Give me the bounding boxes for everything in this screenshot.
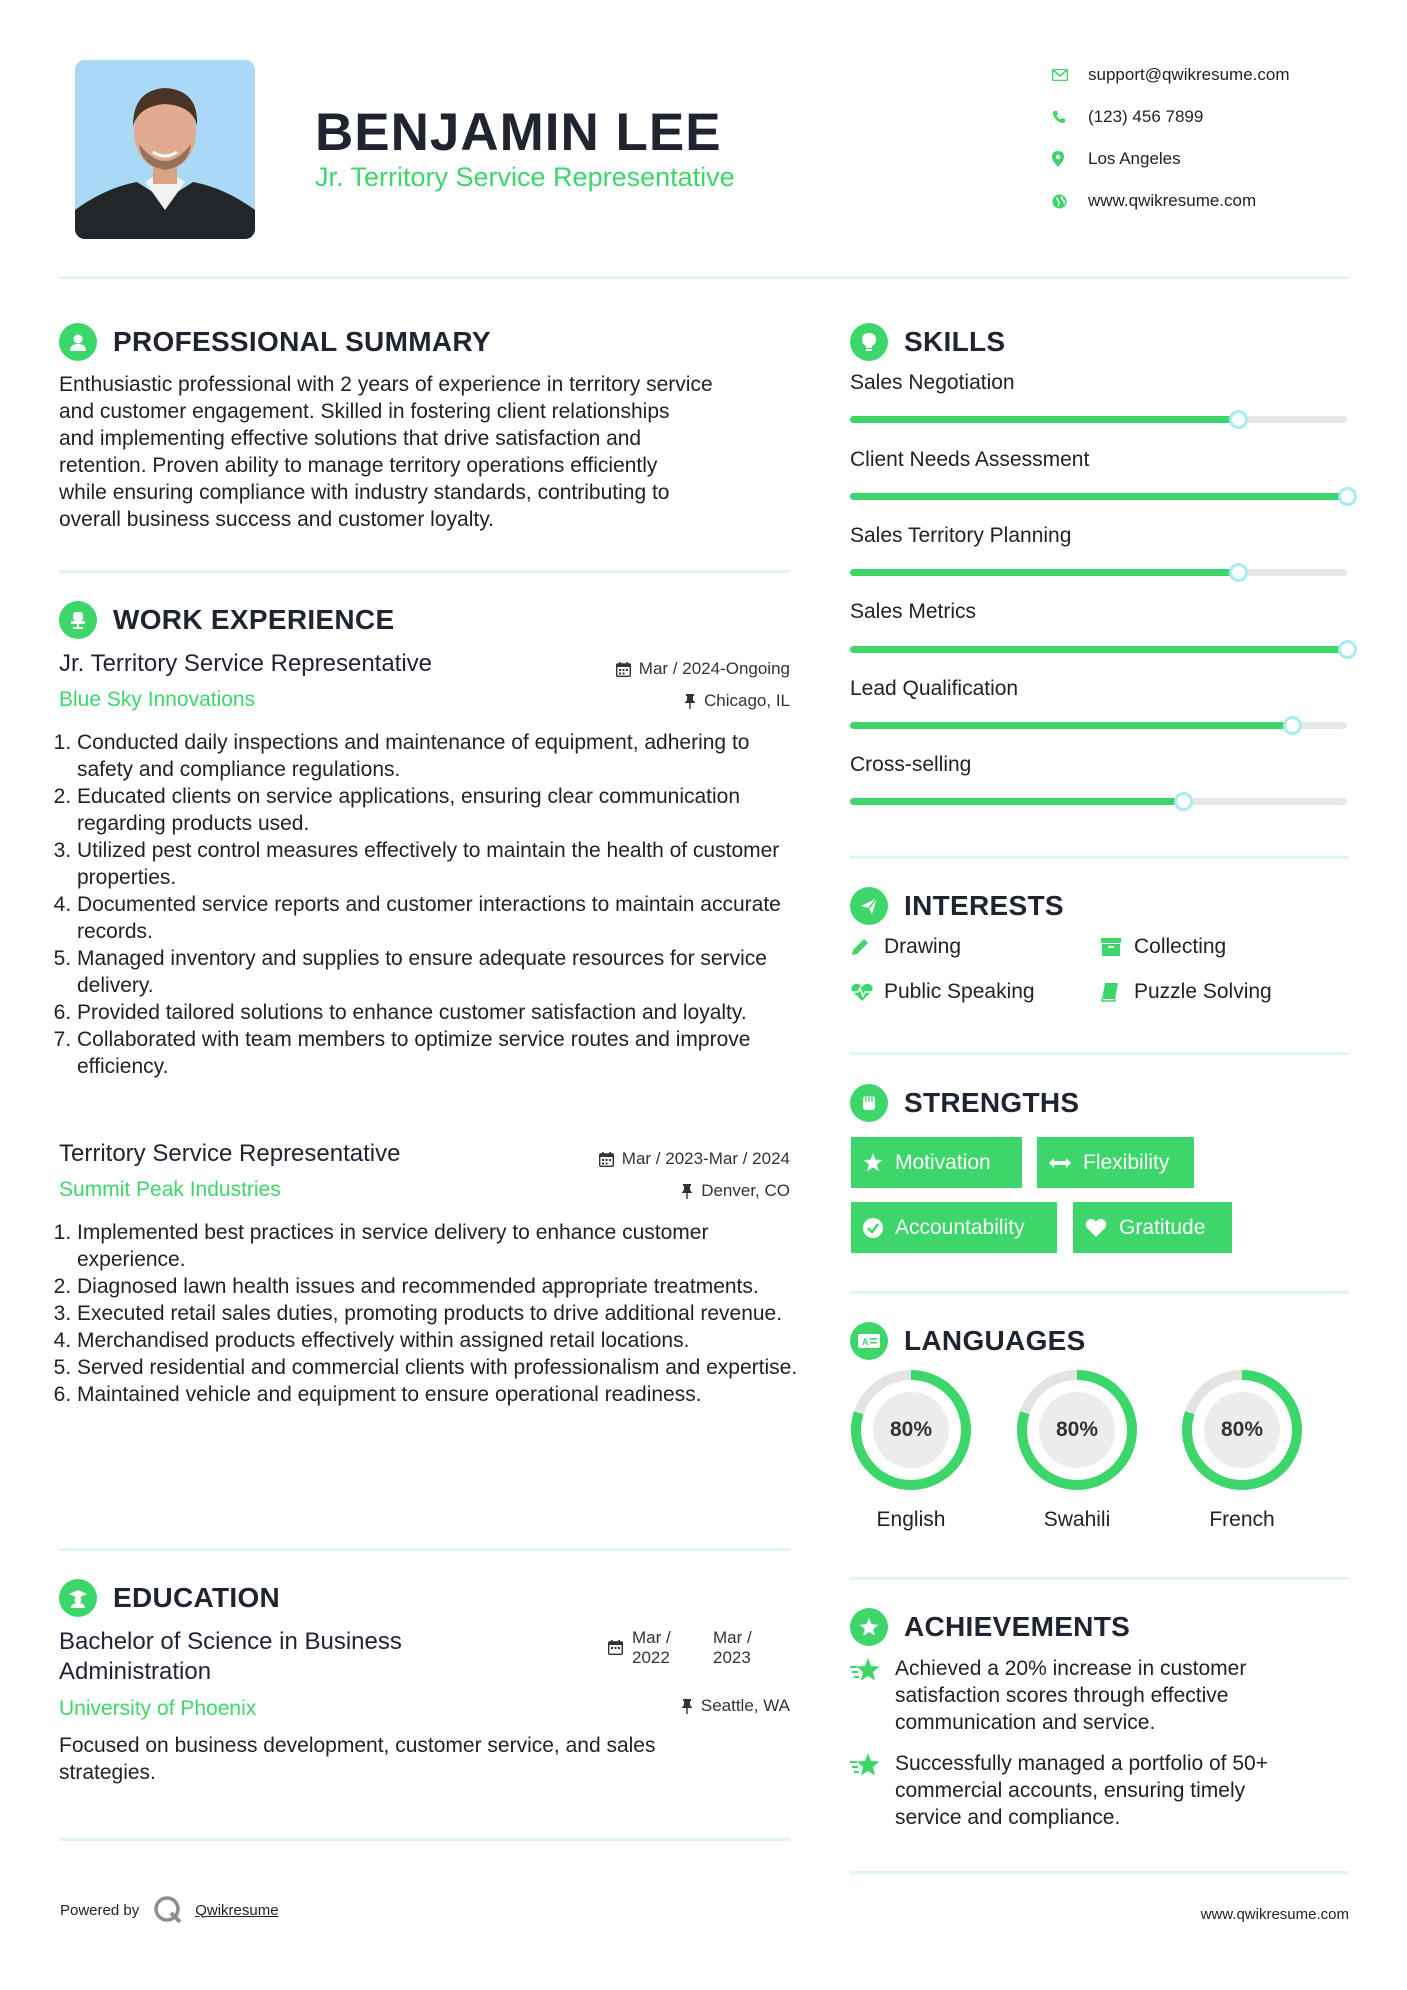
strengths-section-header (850, 1084, 1079, 1122)
skill-bar (850, 493, 1347, 500)
lightbulb-icon (850, 323, 888, 361)
summary-line: and implementing effective solutions that drive satisfaction and (59, 427, 642, 450)
achievements-section-header (850, 1608, 1130, 1646)
briefcase-chair-icon (59, 601, 97, 639)
achievement-line: communication and service. (895, 1711, 1156, 1734)
strength-badge (1037, 1137, 1194, 1188)
education-title: EDUCATION (113, 1582, 281, 1613)
star-icon (863, 1153, 883, 1172)
interest-label: Puzzle Solving (1134, 980, 1272, 1003)
pushpin-icon (684, 694, 696, 709)
globe-icon (1052, 194, 1088, 209)
strength-label: Flexibility (1083, 1150, 1170, 1174)
achievement-line: service and compliance. (895, 1806, 1121, 1829)
contact-email[interactable] (1052, 54, 1352, 96)
skill-bar (850, 722, 1347, 729)
strengths-divider (850, 1291, 1349, 1294)
pencil-icon (850, 937, 884, 957)
education-description (59, 1732, 799, 1786)
work-title: WORK EXPERIENCE (113, 604, 395, 635)
language-percent: 80% (1039, 1392, 1115, 1468)
edu-end-month: Mar / (713, 1628, 752, 1647)
school-name: University of Phoenix (59, 1697, 257, 1720)
interest-puzzle-solving (1100, 980, 1272, 1004)
header-divider (59, 276, 1349, 279)
skill-bar (850, 569, 1347, 576)
achievement-line: satisfaction scores through effective (895, 1684, 1229, 1707)
calendar-icon (608, 1640, 623, 1655)
graduate-icon (59, 1579, 97, 1617)
archive-box-icon (1100, 937, 1134, 957)
skill-bar-knob (1174, 792, 1193, 811)
phone-text: (123) 456 7899 (1088, 107, 1204, 126)
skill-name: Sales Negotiation (850, 371, 1015, 394)
education-divider (59, 1838, 790, 1841)
candidate-name: BENJAMIN LEE (315, 103, 722, 162)
summary-line: and customer engagement. Skilled in fostering client relationships (59, 400, 670, 423)
website-text: www.qwikresume.com (1088, 191, 1257, 210)
list-item: 5. Served residential and commercial clients with professionalism and expertise. (77, 1354, 799, 1381)
interest-public-speaking (850, 980, 1035, 1004)
list-item: 7. Collaborated with team members to optimize service routes and improve efficiency. (77, 1026, 799, 1080)
edu-end-year: 2023 (713, 1648, 751, 1667)
job-company: Summit Peak Industries (59, 1178, 281, 1201)
edu-desc-line: Focused on business development, customer service, and sales (59, 1734, 656, 1757)
star-icon (850, 1750, 895, 1831)
skills-section-header (850, 323, 1005, 361)
check-circle-icon (863, 1218, 883, 1238)
phone-icon (1052, 110, 1088, 124)
heart-icon (1085, 1218, 1107, 1237)
strength-label: Gratitude (1119, 1215, 1206, 1239)
list-item: 3. Utilized pest control measures effectively to maintain the health of customer properties. (77, 837, 799, 891)
strengths-title: STRENGTHS (904, 1087, 1080, 1118)
achievements-title: ACHIEVEMENTS (904, 1611, 1131, 1642)
language-item (850, 1369, 972, 1532)
calendar-icon (616, 662, 631, 677)
job-location-text: Chicago, IL (704, 691, 790, 710)
job-dates-text: Mar / 2024-Ongoing (638, 659, 790, 678)
language-percent: 80% (1204, 1392, 1280, 1468)
language-card-icon (850, 1322, 888, 1360)
arrows-horizontal-icon (1049, 1157, 1071, 1169)
skill-bar-fill (850, 416, 1238, 423)
summary-text (59, 371, 799, 533)
strength-badge (851, 1202, 1057, 1253)
profile-photo (75, 60, 255, 239)
language-ring (1016, 1369, 1138, 1491)
job-dates (540, 1149, 790, 1169)
strength-badge (1073, 1202, 1232, 1253)
language-ring (850, 1369, 972, 1491)
interest-label: Drawing (884, 935, 962, 958)
calendar-icon (599, 1152, 614, 1167)
skills-divider (850, 856, 1349, 859)
job-title: Jr. Territory Service Representative (59, 650, 433, 677)
achievement-item (850, 1750, 1349, 1831)
skill-name: Lead Qualification (850, 677, 1019, 700)
skill-name: Sales Metrics (850, 600, 977, 623)
skills-title: SKILLS (904, 326, 1006, 357)
list-item: 4. Documented service reports and customer interactions to maintain accurate records. (77, 891, 799, 945)
fist-icon (850, 1084, 888, 1122)
skill-name: Client Needs Assessment (850, 448, 1090, 471)
list-item: 2. Diagnosed lawn health issues and recommended appropriate treatments. (77, 1273, 799, 1300)
heartbeat-icon (850, 982, 884, 1002)
list-item: 1. Conducted daily inspections and maintenance of equipment, adhering to safety and compliance regulations. (77, 729, 799, 783)
interest-drawing (850, 935, 961, 959)
skill-bar-knob (1229, 563, 1248, 582)
skill-bar-knob (1338, 640, 1357, 659)
interest-label: Public Speaking (884, 980, 1035, 1003)
skill-bar-knob (1338, 487, 1357, 506)
degree-line: Bachelor of Science in Business (59, 1628, 402, 1655)
language-item (1181, 1369, 1303, 1532)
email-text: support@qwikresume.com (1088, 65, 1290, 84)
language-name: Swahili (1043, 1508, 1111, 1531)
degree-title (59, 1627, 402, 1687)
language-percent: 80% (873, 1392, 949, 1468)
skill-name: Cross-selling (850, 753, 972, 776)
edu-desc-line: strategies. (59, 1761, 156, 1784)
job-dates-text: Mar / 2023-Mar / 2024 (621, 1149, 790, 1168)
list-item: 6. Maintained vehicle and equipment to ensure operational readiness. (77, 1381, 799, 1408)
education-section-header (59, 1579, 280, 1617)
job-location (560, 1181, 790, 1201)
job-dates (560, 659, 790, 679)
list-item: 6. Provided tailored solutions to enhance customer satisfaction and loyalty. (77, 999, 799, 1026)
languages-title: LANGUAGES (904, 1325, 1086, 1356)
achievements-divider (850, 1871, 1349, 1874)
education-dates (608, 1628, 773, 1668)
interests-divider (850, 1052, 1349, 1055)
job-bullets (59, 729, 799, 1080)
skill-bar-knob (1229, 410, 1248, 429)
job-location (560, 691, 790, 711)
achievement-line: Achieved a 20% increase in customer (895, 1657, 1247, 1680)
skill-bar-knob (1283, 716, 1302, 735)
language-ring (1181, 1369, 1303, 1491)
education-location (560, 1696, 790, 1716)
book-icon (1100, 982, 1134, 1002)
footer-website[interactable]: www.qwikresume.com (1200, 1906, 1349, 1923)
powered-by-text: Powered by (60, 1901, 140, 1919)
summary-divider (59, 570, 790, 573)
language-name: English (876, 1508, 946, 1531)
contact-location (1052, 138, 1352, 180)
languages-divider (850, 1577, 1349, 1580)
summary-line: Enthusiastic professional with 2 years of experience in territory service (59, 373, 713, 396)
work-divider (59, 1548, 790, 1551)
work-section-header (59, 601, 394, 639)
brand-link[interactable]: Qwikresume (195, 1901, 279, 1919)
interests-section-header (850, 887, 1064, 925)
achievement-line: Successfully managed a portfolio of 50+ (895, 1752, 1268, 1775)
summary-line: overall business success and customer loyalty. (59, 508, 494, 531)
list-item: 3. Executed retail sales duties, promoting products to drive additional revenue. (77, 1300, 799, 1327)
skill-bar-fill (850, 798, 1183, 805)
skill-bar (850, 416, 1347, 423)
edu-start-month: Mar / (632, 1628, 671, 1647)
skill-bar-fill (850, 646, 1347, 653)
paper-plane-icon (850, 887, 888, 925)
interest-collecting (1100, 935, 1226, 959)
skill-bar-fill (850, 722, 1292, 729)
skill-bar (850, 646, 1347, 653)
achievement-line: commercial accounts, ensuring timely (895, 1779, 1246, 1802)
strength-label: Motivation (895, 1150, 991, 1174)
interest-label: Collecting (1134, 935, 1227, 958)
strength-label: Accountability (895, 1215, 1025, 1239)
summary-section-header (59, 323, 491, 361)
summary-title: PROFESSIONAL SUMMARY (113, 326, 491, 357)
job-bullets (59, 1219, 799, 1408)
job-title: Territory Service Representative (59, 1140, 401, 1167)
list-item: 1. Implemented best practices in service delivery to enhance customer experience. (77, 1219, 799, 1273)
map-pin-icon (1052, 151, 1088, 167)
candidate-role: Jr. Territory Service Representative (315, 162, 735, 192)
languages-section-header (850, 1322, 1086, 1360)
star-badge-icon (850, 1608, 888, 1646)
language-name: French (1209, 1508, 1275, 1531)
interests-title: INTERESTS (904, 890, 1064, 921)
footer-powered-by (60, 1895, 279, 1925)
contact-info (1052, 54, 1352, 222)
edu-start-year: 2022 (632, 1648, 670, 1667)
summary-line: while ensuring compliance with industry standards, contributing to (59, 481, 670, 504)
summary-line: retention. Proven ability to manage territory operations efficiently (59, 454, 658, 477)
qwikresume-logo-icon (153, 1895, 183, 1925)
star-icon (850, 1655, 895, 1736)
skill-bar-fill (850, 493, 1347, 500)
achievement-item (850, 1655, 1349, 1736)
education-location-text: Seattle, WA (700, 1696, 790, 1715)
contact-phone[interactable] (1052, 96, 1352, 138)
strength-badge (851, 1137, 1022, 1188)
pushpin-icon (681, 1184, 693, 1199)
list-item: 2. Educated clients on service applications, ensuring clear communication regarding products used. (77, 783, 799, 837)
skill-bar (850, 798, 1347, 805)
pushpin-icon (681, 1699, 693, 1714)
email-icon (1052, 69, 1088, 81)
degree-line: Administration (59, 1658, 212, 1685)
job-location-text: Denver, CO (701, 1181, 790, 1200)
list-item: 5. Managed inventory and supplies to ensure adequate resources for service delivery. (77, 945, 799, 999)
list-item: 4. Merchandised products effectively within assigned retail locations. (77, 1327, 799, 1354)
svg-text:A: A (862, 1337, 869, 1347)
user-icon (59, 323, 97, 361)
skill-bar-fill (850, 569, 1238, 576)
job-company: Blue Sky Innovations (59, 688, 256, 711)
location-text: Los Angeles (1088, 149, 1181, 168)
language-item (1016, 1369, 1138, 1532)
skill-name: Sales Territory Planning (850, 524, 1072, 547)
contact-website[interactable] (1052, 180, 1352, 222)
